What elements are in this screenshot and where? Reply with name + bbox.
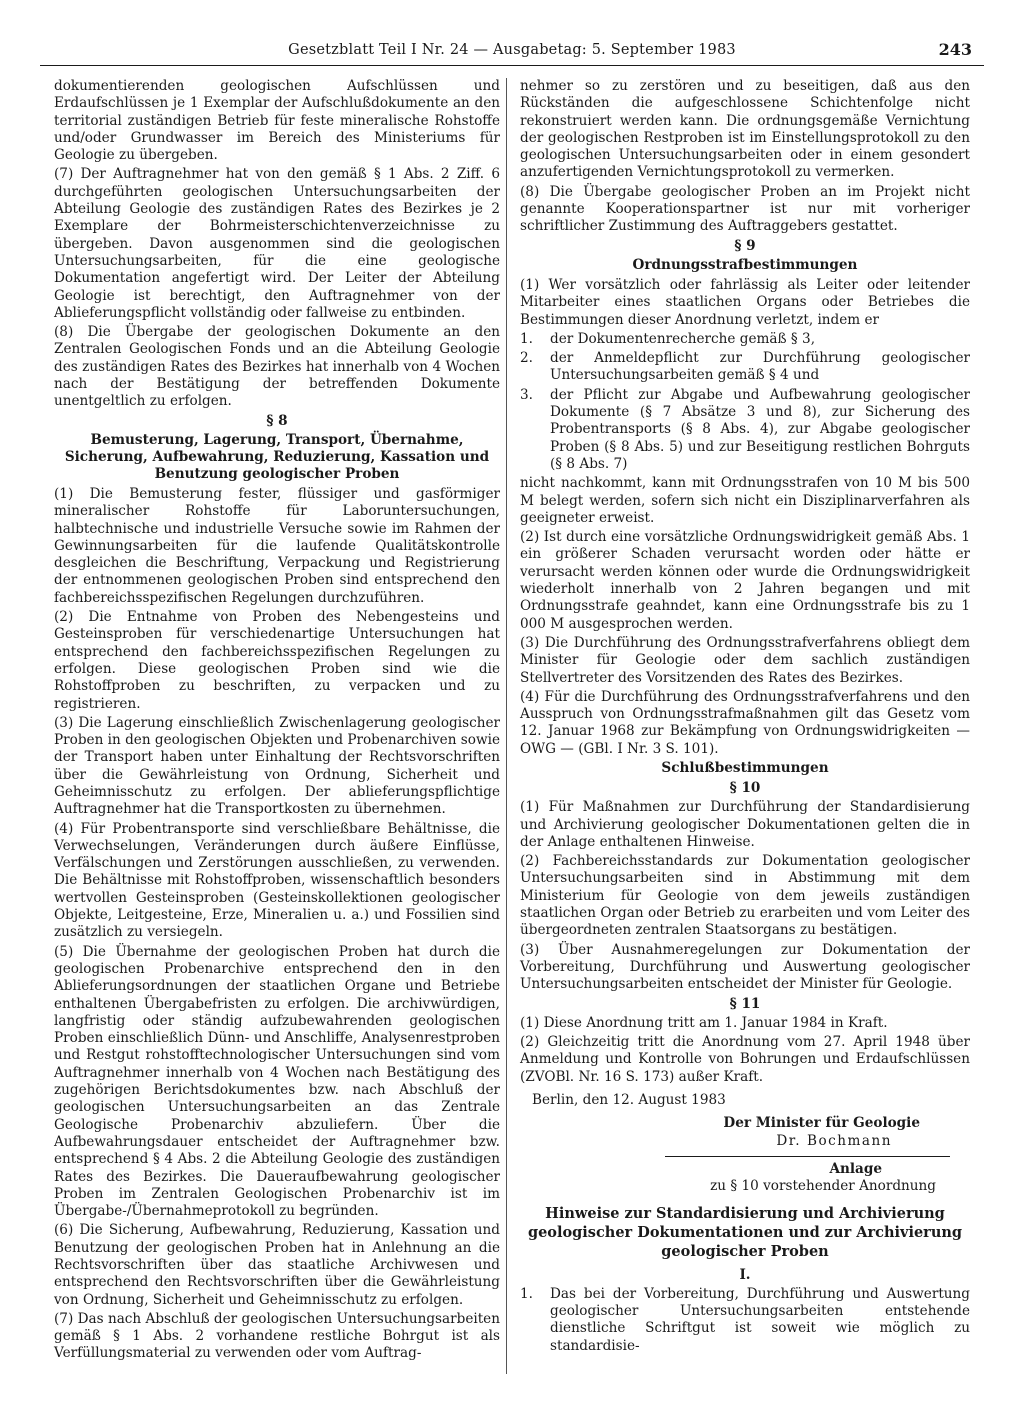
paragraph: (7) Der Auftragnehmer hat von den gemäß § 1 Abs. 2 Ziff. 6 durchgeführten geologischen Untersuchungsarbeiten der Abteilung Geologie des zuständigen Rates des Bezirkes je 2 Exemplare der Bohrmeisterschichtenverzeichnisse zu übergeben. Davon ausgenommen sind die geologischen Untersuchungsarbeiten, für die eine geologische Dokumentation angefertigt wird. Der Leiter der Abteilung Geologie ist berechtigt, den Auftragnehmer von der Ablieferungspflicht vollständig oder fallweise zu entbinden.	[54, 166, 500, 321]
list-text: der Pflicht zur Abgabe und Aufbewahrung geologischer Dokumente (§ 7 Absätze 3 und 8), zur Sicherung des Probentransports (§ 8 Abs. 4), zur Abgabe geologischer Proben (§ 8 Abs. 5) und zur Beseitigung restlichen Bohrguts (§ 8 Abs. 7)	[550, 386, 970, 472]
paragraph: (5) Die Übernahme der geologischen Proben hat durch die geologischen Probenarchive entsprechend den in den Ablieferungsordnungen der staatlichen Organe und Betriebe enthaltenen Übergabefristen zu erfolgen. Die archivwürdigen, langfristig oder ständig aufzubewahrenden geologischen Proben einschließlich Dünn- und Anschliffe, Analysenrestproben und Restgut rohstofftechnologischer Untersuchungen sind vom Auftragnehmer innerhalb von 4 Wochen nach Bestätigung des zugehörigen Berichtsdokumentes bzw. nach Abschluß der geologischen Untersuchungsarbeiten an das Zentrale Geologische Probenarchiv abzuliefern. Über die Aufbewahrungsdauer entscheidet der Auftragnehmer bzw. entsprechend § 4 Abs. 2 die Abteilung Geologie des zuständigen Rates des Bezirkes. Die Daueraufbewahrung geologischer Proben im Zentralen Geologischen Probenarchiv ist im Übergabe-/Übernahmeprotokoll zu begründen.	[54, 943, 500, 1220]
paragraph: (2) Ist durch eine vorsätzliche Ordnungswidrigkeit gemäß Abs. 1 ein größerer Schaden verursacht worden oder hätte er verursacht werden können oder wurde die Ordnungswidrigkeit wiederholt innerhalb von 2 Jahren begangen und mit Ordnungsstrafe geahndet, kann eine Ordnungsstrafe bis zu 1 000 M ausgesprochen werden.	[520, 529, 970, 632]
signature-rule	[665, 1156, 950, 1157]
list-number: 2.	[520, 350, 533, 367]
column-divider	[506, 78, 507, 1374]
list-number: 3.	[520, 386, 533, 403]
annex-subtitle: zu § 10 vorstehender Anordnung	[710, 1178, 936, 1195]
paragraph: (4) Für Probentransporte sind verschließbare Behältnisse, die Verwechselungen, Veränderungen durch äußere Einflüsse, Verfälschungen und Zerstörungen ausschließen, zu verwenden. Die Behältnisse mit Rohstoffproben, wissenschaftlich besonders wertvollen Gesteinsproben (Gesteinskollektionen geologischer Objekte, Leitgesteine, Erze, Mineralien u. a.) und Fossilien sind zusätzlich zu versiegeln.	[54, 820, 500, 941]
minister-title: Der Minister für Geologie	[723, 1115, 920, 1132]
paragraph: dokumentierenden geologischen Aufschlüssen und Erdaufschlüssen je 1 Exemplar der Aufschlußdokumente an den territorial zuständigen Betrieb für feste mineralische Rohstoffe und/oder Grundwasser im Bereich des Ministeriums für Geologie zu übergeben.	[54, 78, 500, 164]
list-item	[520, 387, 970, 473]
final-provisions-title: Schlußbestimmungen	[661, 759, 829, 776]
paragraph: (4) Für die Durchführung des Ordnungsstrafverfahrens und den Ausspruch von Ordnungsstrafmaßnahmen gilt das Gesetz vom 12. Januar 1968 zur Bekämpfung von Ordnungswidrigkeiten — OWG — (GBl. I Nr. 3 S. 101).	[520, 688, 970, 757]
paragraph: nehmer so zu zerstören und zu beseitigen, daß aus den Rückständen die aufgeschlossene Schichtenfolge nicht rekonstruiert werden kann. Die ordnungsgemäße Vernichtung der geologischen Restproben ist im Einstellungsprotokoll zu den geologischen Untersuchungsarbeiten oder in einem gesondert anzufertigenden Vernichtungsprotokoll zu vermerken.	[520, 78, 970, 181]
list-item	[520, 350, 970, 385]
list-text: der Dokumentenrecherche gemäß § 3,	[550, 330, 816, 347]
annex-title: Hinweise zur Standardisierung und Archivierung geologischer Dokumentationen und zur Archivierung geologischer Proben	[527, 1204, 963, 1260]
list-text: Das bei der Vorbereitung, Durchführung und Auswertung geologischer Untersuchungsarbeiten entstehende dienstliche Schriftgut ist soweit wie möglich zu standardisie-	[550, 1285, 970, 1354]
list-number: 1.	[520, 330, 533, 347]
header-rule	[40, 65, 984, 66]
paragraph: (2) Fachbereichsstandards zur Dokumentation geologischer Untersuchungsarbeiten sind in Abstimmung mit dem Ministerium für Geologie von dem jeweils zuständigen staatlichen Organ oder Betrieb zu erarbeiten und vom Leiter des übergeordneten zentralen Staatsorgans zu bestätigen.	[520, 853, 970, 939]
section-number: § 10	[729, 779, 761, 796]
paragraph: (1) Für Maßnahmen zur Durchführung der Standardisierung und Archivierung geologischer Dokumentationen gelten die in der Anlage enthaltenen Hinweise.	[520, 799, 970, 850]
list-item	[520, 1286, 970, 1355]
list-text: der Anmeldepflicht zur Durchführung geologischer Untersuchungsarbeiten gemäß § 4 und	[550, 350, 970, 384]
paragraph: nicht nachkommt, kann mit Ordnungsstrafen von 10 M bis 500 M belegt werden, sofern sich nicht ein Disziplinarverfahren als geeigneter erweist.	[520, 475, 970, 526]
page-number: 243	[938, 40, 972, 59]
left-column	[54, 78, 500, 1365]
paragraph: (8) Die Übergabe der geologischen Dokumente an den Zentralen Geologischen Fonds und an die Abteilung Geologie des zuständigen Rates des Bezirkes hat innerhalb von 4 Wochen nach der Bestätigung der betreffenden Dokumente unentgeltlich zu erfolgen.	[54, 324, 500, 410]
section-title: Ordnungsstrafbestimmungen	[632, 256, 858, 273]
paragraph: (2) Gleichzeitig tritt die Anordnung vom 27. April 1948 über Anmeldung und Kontrolle von Bohrungen und Erdaufschlüssen (ZVOBl. Nr. 16 S. 173) außer Kraft.	[520, 1034, 970, 1085]
paragraph: (3) Über Ausnahmeregelungen zur Dokumentation der Vorbereitung, Durchführung und Auswertung geologischer Untersuchungsarbeiten entscheidet der Minister für Geologie.	[520, 941, 970, 993]
paragraph: (7) Das nach Abschluß der geologischen Untersuchungsarbeiten gemäß § 1 Abs. 2 vorhandene restliche Bohrgut ist als Verfüllungsmaterial zu verwenden oder vom Auftrag-	[54, 1310, 500, 1362]
paragraph: (2) Die Entnahme von Proben des Nebengesteins und Gesteinsproben für verschiedenartige Untersuchungen hat entsprechend den fachbereichsspezifischen Regelungen zu erfolgen. Diese geologischen Proben sind wie die Rohstoffproben zu beschriften, zu verpacken und zu registrieren.	[54, 609, 500, 712]
list-number: 1.	[520, 1285, 533, 1302]
roman-numeral: I.	[739, 1266, 751, 1283]
signatory-name: Dr. Bochmann	[776, 1132, 892, 1149]
paragraph: (3) Die Lagerung einschließlich Zwischenlagerung geologischer Proben in den geologischen Objekten und Probenarchiven sowie der Transport haben unter Einhaltung der Rechtsvorschriften über die Gewährleistung von Ordnung, Sicherheit und Geheimnisschutz zu erfolgen. Der ablieferungspflichtige Auftragnehmer hat die Transportkosten zu übernehmen.	[54, 714, 500, 818]
header-title: Gesetzblatt Teil I Nr. 24 — Ausgabetag: 5. September 1983	[288, 42, 736, 58]
paragraph: (1) Die Bemusterung fester, flüssiger und gasförmiger mineralischer Rohstoffe für Laboruntersuchungen, halbtechnische und industrielle Versuche sowie im Rahmen der Gewinnungsarbeiten für die laufende Qualitätskontrolle desgleichen die Beschriftung, Verpackung und Registrierung der entnommenen geologischen Proben sind entsprechend den fachbereichsspezifischen Regelungen durchzuführen.	[54, 485, 500, 606]
list-item	[520, 331, 970, 348]
section-number: § 11	[729, 995, 761, 1012]
paragraph: (1) Wer vorsätzlich oder fahrlässig als Leiter oder leitender Mitarbeiter eines staatlichen Organs oder Betriebes die Bestimmungen dieser Anordnung verletzt, indem er	[520, 276, 970, 328]
paragraph: (8) Die Übergabe geologischer Proben an im Projekt nicht genannte Kooperationspartner ist nur mit vorheriger schriftlicher Zustimmung des Auftraggebers gestattet.	[520, 183, 970, 235]
page-header	[40, 40, 984, 66]
right-column	[520, 78, 970, 1357]
section-number: § 9	[734, 237, 756, 254]
paragraph: (3) Die Durchführung des Ordnungsstrafverfahrens obliegt dem Minister für Geologie oder dem sachlich zuständigen Stellvertreter des Vorsitzenden des Rates des Bezirkes.	[520, 634, 970, 686]
paragraph: (6) Die Sicherung, Aufbewahrung, Reduzierung, Kassation und Benutzung der geologischen Proben hat in Anlehnung an die Rechtsvorschriften über das staatliche Archivwesen und entsprechend den Rechtsvorschriften über die Gewährleistung von Ordnung, Sicherheit und Geheimnisschutz zu erfolgen.	[54, 1222, 500, 1308]
paragraph: (1) Diese Anordnung tritt am 1. Januar 1984 in Kraft.	[520, 1014, 888, 1031]
annex-label: Anlage	[829, 1160, 882, 1177]
section-number: § 8	[266, 412, 288, 429]
section-title: Bemusterung, Lagerung, Transport, Übernahme, Sicherung, Aufbewahrung, Reduzierung, Kassation und Benutzung geologischer Proben	[64, 431, 490, 482]
place-date: Berlin, den 12. August 1983	[532, 1092, 726, 1109]
